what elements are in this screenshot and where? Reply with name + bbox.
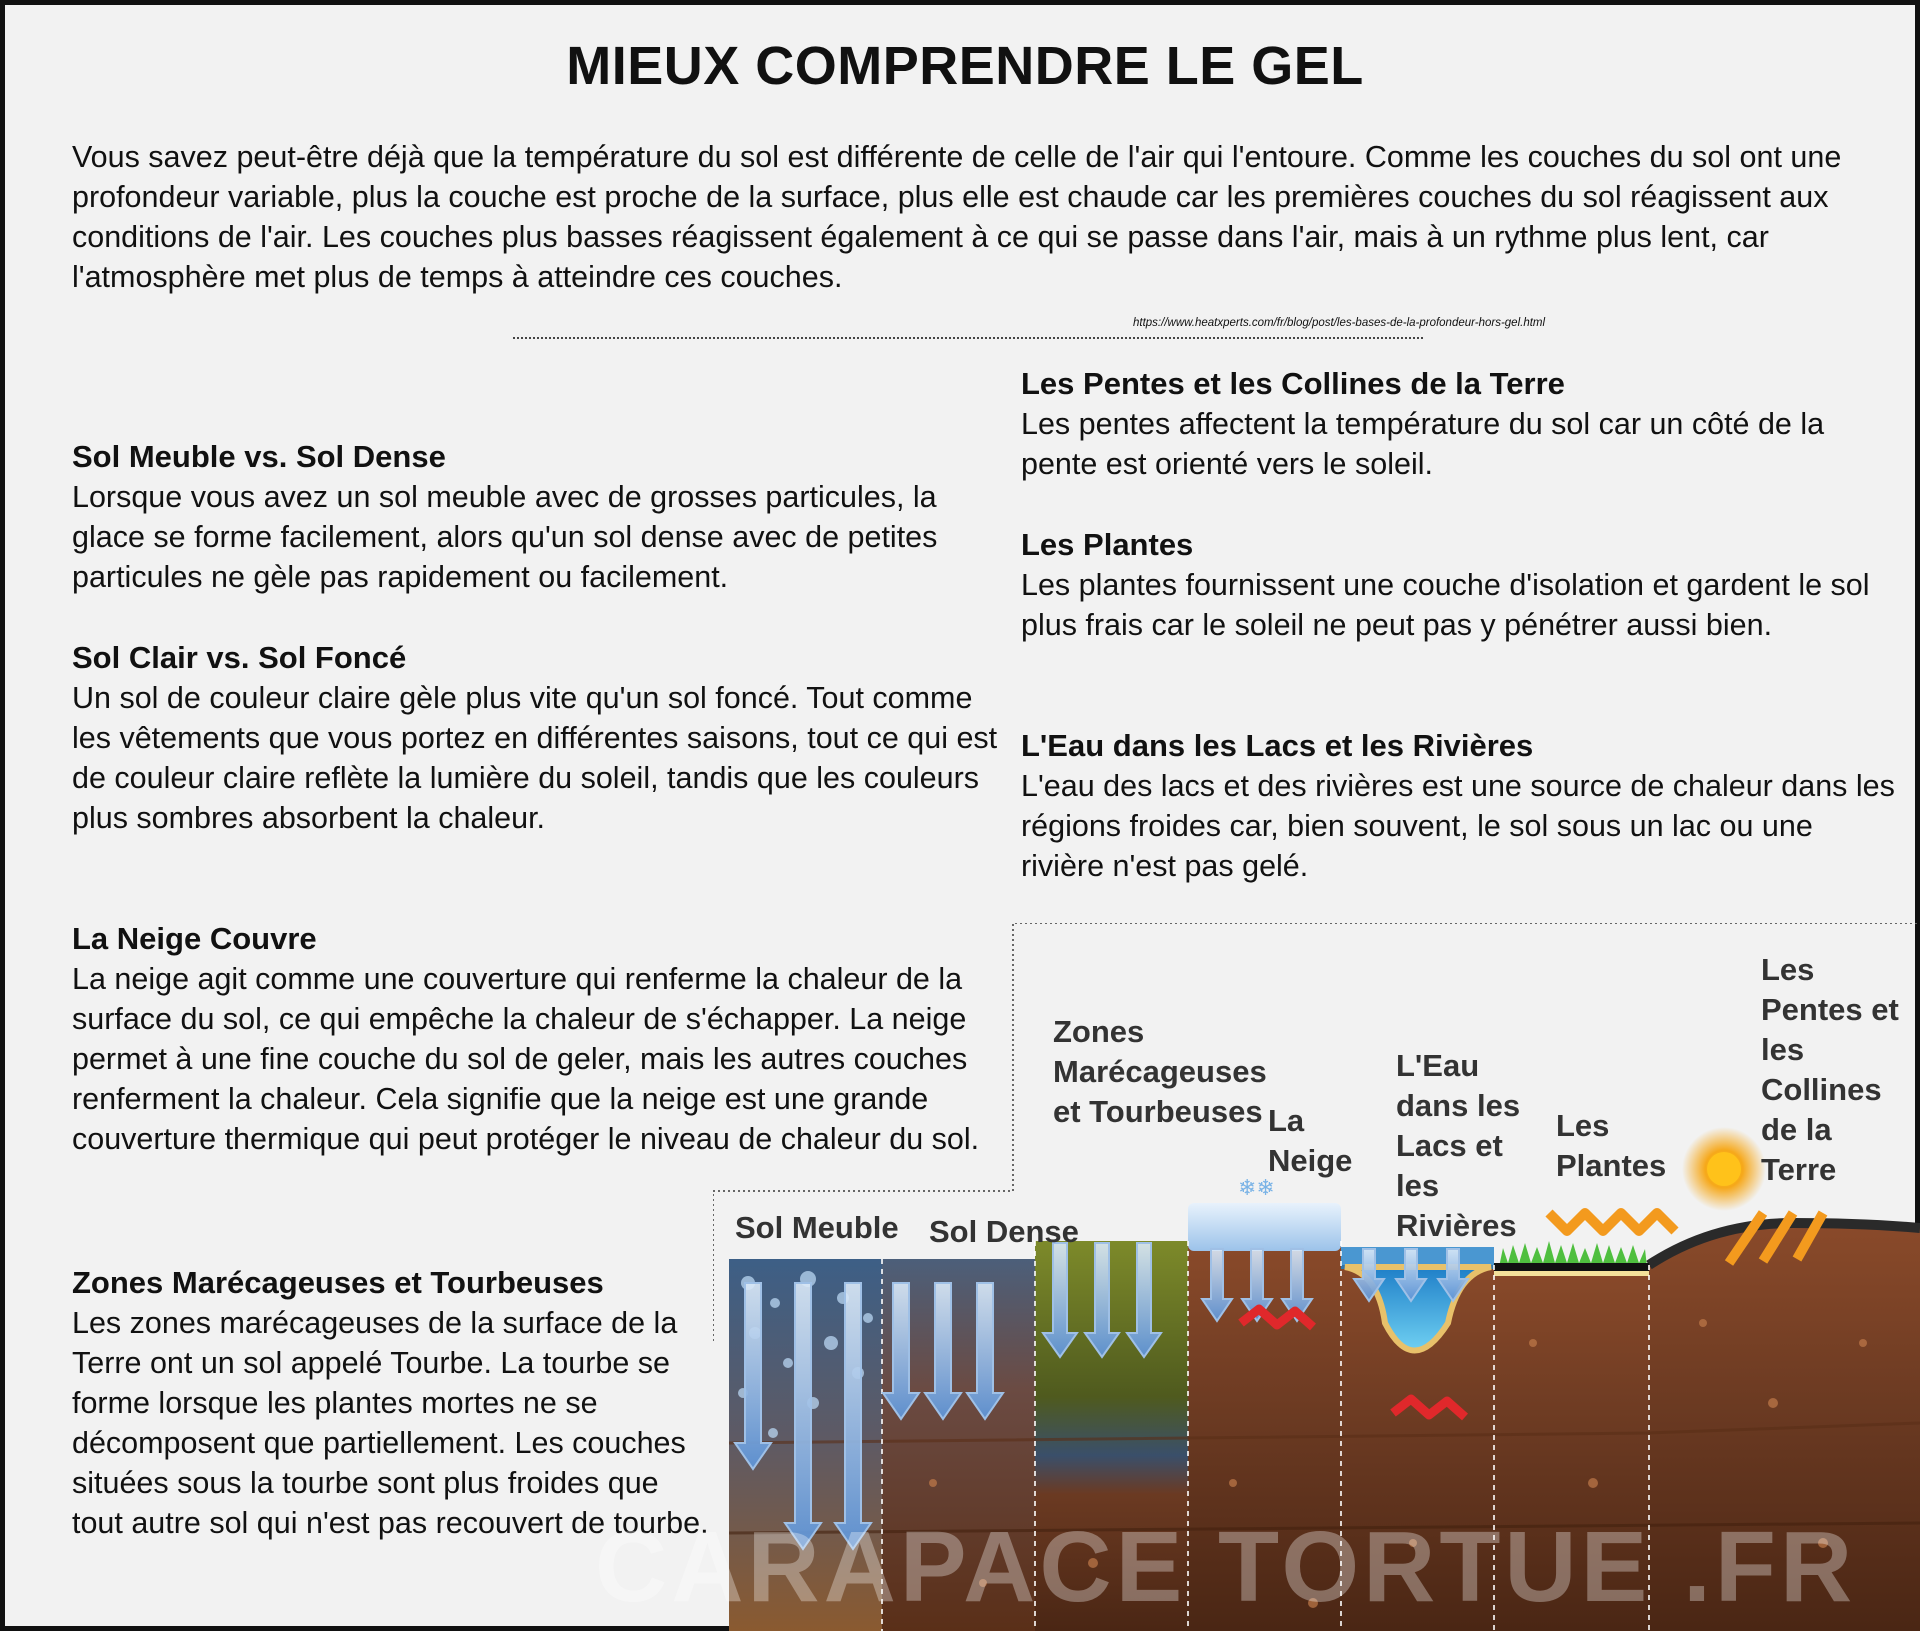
label-sol-meuble: Sol Meuble — [735, 1210, 899, 1245]
section-text: Un sol de couleur claire gèle plus vite qu'un sol foncé. Tout comme les vêtements que vous portez en différentes saisons, tout ce qui est de couleur claire reflète la lumière du soleil, tandis que les couleurs plus sombres absorbent la chaleur. — [72, 681, 998, 835]
watermark: CARAPACE TORTUE .FR — [595, 1511, 1857, 1623]
label-pentes-collines: Les Pentes et les Collines de la Terre — [1761, 952, 1899, 1187]
separator-line — [513, 337, 1423, 339]
label-la-neige: La Neige — [1268, 1103, 1353, 1178]
section-pentes — [1021, 364, 1901, 484]
section-heading: Zones Marécageuses et Tourbeuses — [72, 1265, 604, 1300]
section-heading: Sol Meuble vs. Sol Dense — [72, 439, 446, 474]
label-zones-marecageuses: Zones Marécageuses et Tourbeuses — [1053, 1014, 1267, 1129]
section-text: Lorsque vous avez un sol meuble avec de grosses particules, la glace se forme facilement, alors qu'un sol dense avec de petites particules ne gèle pas rapidement ou facilement. — [72, 480, 938, 594]
label-les-plantes: Les Plantes — [1556, 1108, 1667, 1183]
section-zones-marecageuses — [72, 1263, 712, 1543]
section-text: L'eau des lacs et des rivières est une source de chaleur dans les régions froides car, bien souvent, le sol sous un lac ou une rivière n'est pas gelé. — [1021, 769, 1895, 883]
svg-text:❄❄: ❄❄ — [1238, 1176, 1275, 1201]
label-sol-dense: Sol Dense — [929, 1214, 1079, 1249]
section-heading: L'Eau dans les Lacs et les Rivières — [1021, 728, 1534, 763]
section-plantes — [1021, 525, 1901, 645]
snow-layer — [1188, 1203, 1341, 1251]
section-sol-meuble — [72, 437, 1007, 597]
section-text: La neige agit comme une couverture qui renferme la chaleur de la surface du sol, ce qui empêche la chaleur de s'échapper. La neige permet à une fine couche du sol de geler, mais les autres couches renferment la chaleur. Cela signifie que la neige est une grande couverture thermique qui peut protéger le niveau de chaleur du sol. — [72, 962, 980, 1156]
section-text: Les pentes affectent la température du sol car un côté de la pente est orienté vers le soleil. — [1021, 407, 1825, 481]
section-text: Les zones marécageuses de la surface de la Terre ont un sol appelé Tourbe. La tourbe se forme lorsque les plantes mortes ne se décomposent que partiellement. Les couches situées sous la tourbe sont plus froides que tout autre sol qui n'est pas recouvert de tourbe. — [72, 1306, 709, 1540]
label-eau-lacs-rivieres: L'Eau dans les Lacs et les Rivières — [1396, 1048, 1521, 1243]
section-eau — [1021, 726, 1901, 886]
source-url: https://www.heatxperts.com/fr/blog/post/les-bases-de-la-profondeur-hors-gel.html — [1133, 317, 1546, 329]
section-text: Les plantes fournissent une couche d'isolation et gardent le sol plus frais car le soleil ne peut pas y pénétrer aussi bien. — [1021, 568, 1870, 642]
section-heading: Les Pentes et les Collines de la Terre — [1021, 366, 1565, 401]
section-heading: Sol Clair vs. Sol Foncé — [72, 640, 407, 675]
section-heading: La Neige Couvre — [72, 921, 317, 956]
section-sol-clair — [72, 638, 1007, 838]
section-heading: Les Plantes — [1021, 527, 1194, 562]
intro-paragraph: Vous savez peut-être déjà que la température du sol est différente de celle de l'air qui l'entoure. Comme les couches du sol ont une profondeur variable, plus la couche est proche de la surface, plus elle est chaude car les premières couches du sol réagissent aux conditions de l'air. Les couches plus basses réagissent également à ce qui se passe dans l'air, mais à un rythme plus lent, car l'atmosphère met plus de temps à atteindre ces couches. — [72, 140, 1842, 294]
page-title: MIEUX COMPRENDRE LE GEL — [566, 36, 1364, 96]
